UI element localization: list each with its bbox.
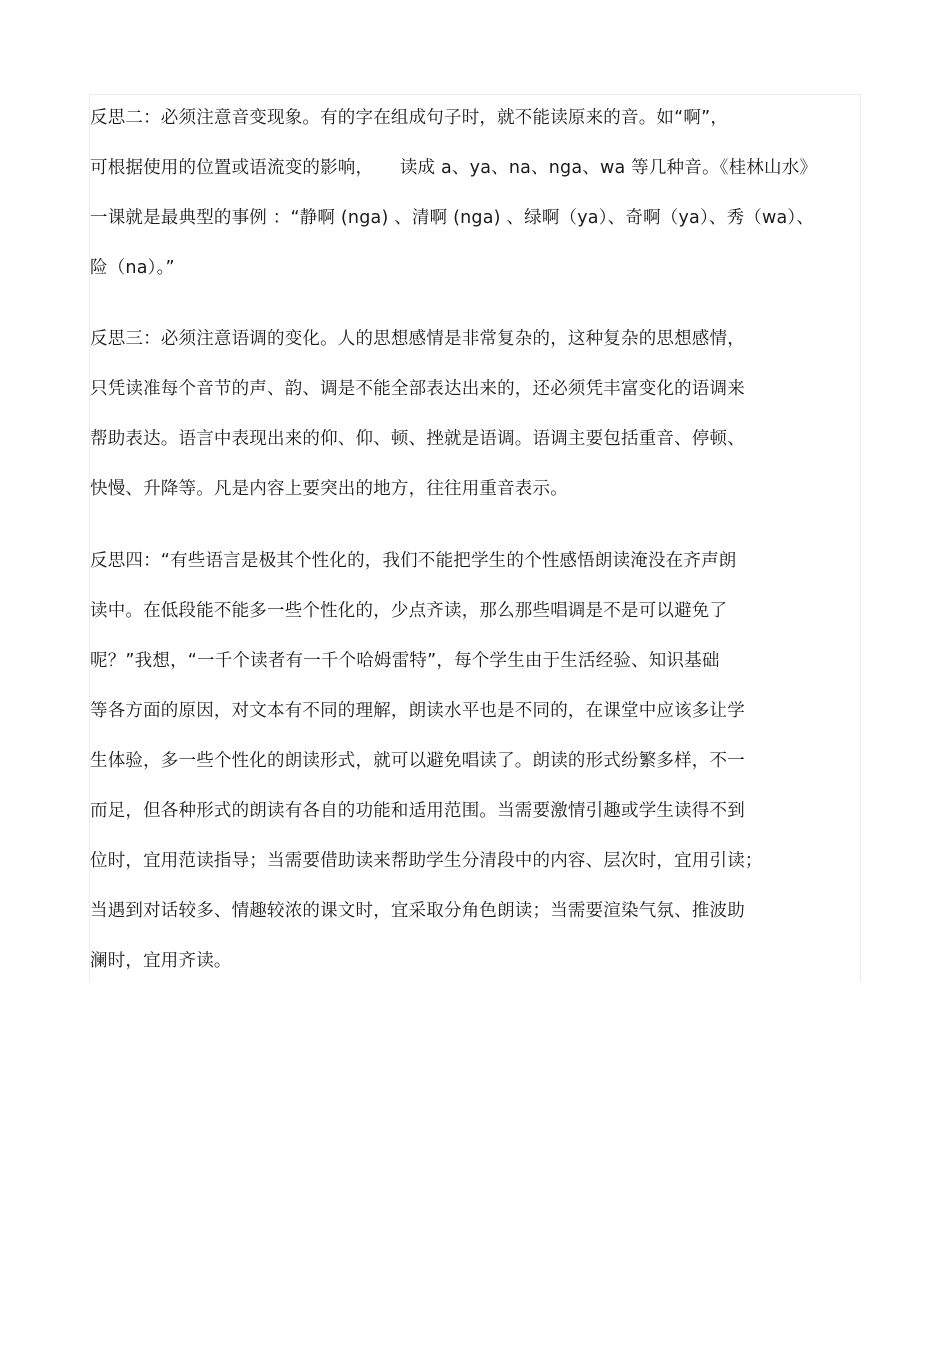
paragraph-2-line-1: 反思三：必须注意语调的变化。人的思想感情是非常复杂的，这种复杂的思想感情，	[90, 329, 745, 349]
paragraph-1-line-2: 可根据使用的位置或语流变的影响， 读成 a、ya、na、nga、wa 等几种音。《桂林山水》	[90, 158, 818, 178]
paragraph-1-line-4: 险（na）。”	[90, 258, 175, 278]
paragraph-3-line-6: 而足，但各种形式的朗读有各自的功能和适用范围。当需要激情引趣或学生读得不到	[90, 801, 745, 821]
paragraph-3-line-3: 呢？”我想，“一千个读者有一千个哈姆雷特”，每个学生由于生活经验、知识基础	[90, 651, 720, 671]
paragraph-1-line-3: 一课就是最典型的事例 ：“静啊 (nga) 、清啊 (nga) 、绿啊（ya）、奇啊（ya）、秀（wa）、	[90, 208, 815, 228]
paragraph-3-line-4: 等各方面的原因，对文本有不同的理解，朗读水平也是不同的，在课堂中应该多让学	[90, 701, 745, 721]
paragraph-3-line-7: 位时，宜用范读指导；当需要借助读来帮助学生分清段中的内容、层次时，宜用引读；	[90, 851, 763, 871]
paragraph-2-line-4: 快慢、升降等。凡是内容上要突出的地方，往往用重音表示。	[90, 479, 568, 499]
paragraph-2-line-2: 只凭读准每个音节的声、韵、调是不能全部表达出来的，还必须凭丰富变化的语调来	[90, 379, 745, 399]
paragraph-3-line-8: 当遇到对话较多、情趣较浓的课文时，宜采取分角色朗读；当需要渲染气氛、推波助	[90, 901, 745, 921]
paragraph-3-line-5: 生体验，多一些个性化的朗读形式，就可以避免唱读了。朗读的形式纷繁多样，不一	[90, 751, 745, 771]
paragraph-3-line-9: 澜时，宜用齐读。	[90, 951, 232, 971]
paragraph-3-line-1: 反思四：“有些语言是极其个性化的，我们不能把学生的个性感悟朗读淹没在齐声朗	[90, 551, 737, 571]
paragraph-3-line-2: 读中。在低段能不能多一些个性化的，少点齐读，那么那些唱调是不是可以避免了	[90, 601, 728, 621]
paragraph-2-line-3: 帮助表达。语言中表现出来的仰、仰、顿、挫就是语调。语调主要包括重音、停顿、	[90, 429, 745, 449]
paragraph-1-line-1: 反思二：必须注意音变现象。有的字在组成句子时，就不能读原来的音。如“啊”，	[90, 108, 729, 128]
